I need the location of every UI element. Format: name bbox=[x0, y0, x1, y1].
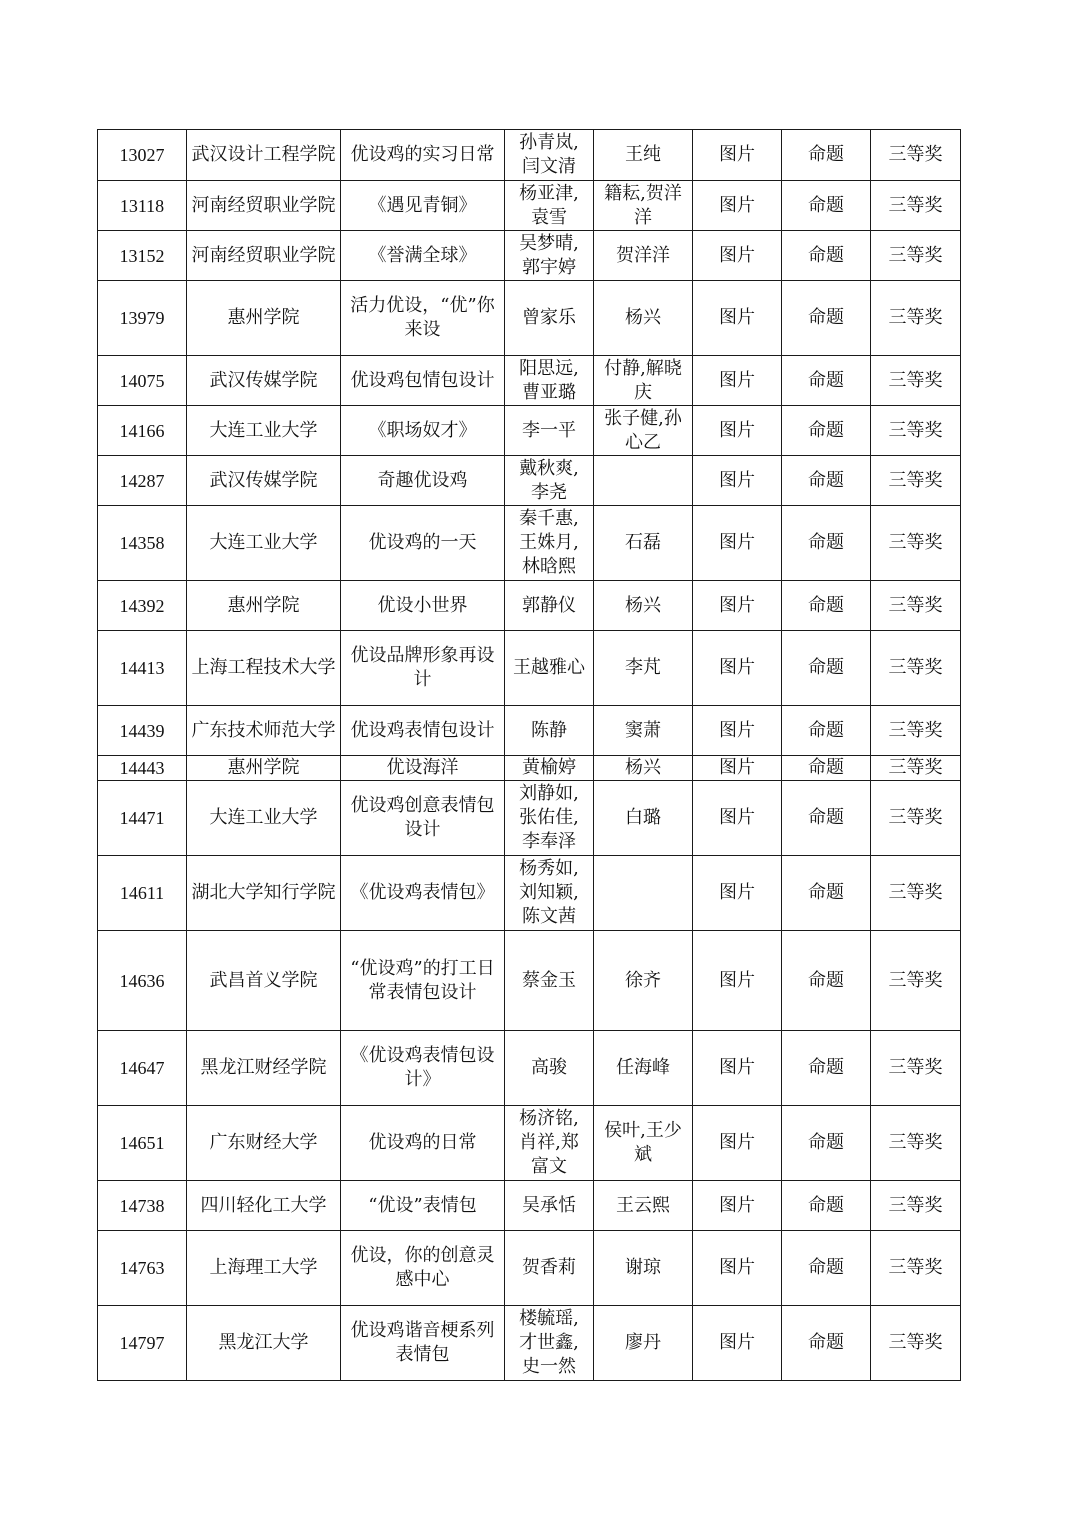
cell-type: 图片 bbox=[693, 356, 782, 406]
cell-category: 命题 bbox=[782, 1106, 871, 1181]
cell-category: 命题 bbox=[782, 856, 871, 931]
cell-authors: 楼毓瑶, 才世鑫, 史一然 bbox=[505, 1306, 594, 1381]
cell-category: 命题 bbox=[782, 781, 871, 856]
cell-award: 三等奖 bbox=[871, 1181, 961, 1231]
cell-advisor: 任海峰 bbox=[594, 1031, 693, 1106]
cell-title: 《优设鸡表情包》 bbox=[341, 856, 505, 931]
cell-type: 图片 bbox=[693, 1181, 782, 1231]
cell-type: 图片 bbox=[693, 406, 782, 456]
cell-advisor: 杨兴 bbox=[594, 281, 693, 356]
cell-award: 三等奖 bbox=[871, 231, 961, 281]
cell-advisor bbox=[594, 856, 693, 931]
cell-award: 三等奖 bbox=[871, 706, 961, 756]
cell-award: 三等奖 bbox=[871, 756, 961, 781]
cell-title: 优设鸡的一天 bbox=[341, 506, 505, 581]
cell-authors: 蔡金玉 bbox=[505, 931, 594, 1031]
cell-authors: 杨秀如, 刘知颖, 陈文茜 bbox=[505, 856, 594, 931]
cell-title: 《优设鸡表情包设计》 bbox=[341, 1031, 505, 1106]
table-row bbox=[98, 706, 961, 756]
table-row bbox=[98, 231, 961, 281]
cell-award: 三等奖 bbox=[871, 856, 961, 931]
cell-category: 命题 bbox=[782, 931, 871, 1031]
table-row bbox=[98, 781, 961, 856]
cell-authors: 秦千惠, 王姝月, 林晗熙 bbox=[505, 506, 594, 581]
table-row bbox=[98, 631, 961, 706]
cell-id: 13152 bbox=[98, 231, 187, 281]
cell-category: 命题 bbox=[782, 1306, 871, 1381]
cell-school: 广东技术师范大学 bbox=[187, 706, 341, 756]
cell-authors: 黄榆婷 bbox=[505, 756, 594, 781]
cell-title: 优设品牌形象再设计 bbox=[341, 631, 505, 706]
cell-authors: 孙青岚, 闫文清 bbox=[505, 130, 594, 181]
cell-id: 14738 bbox=[98, 1181, 187, 1231]
cell-id: 14651 bbox=[98, 1106, 187, 1181]
cell-advisor: 徐齐 bbox=[594, 931, 693, 1031]
cell-authors: 李一平 bbox=[505, 406, 594, 456]
cell-school: 惠州学院 bbox=[187, 581, 341, 631]
cell-id: 14611 bbox=[98, 856, 187, 931]
cell-school: 河南经贸职业学院 bbox=[187, 231, 341, 281]
cell-school: 惠州学院 bbox=[187, 756, 341, 781]
cell-id: 14413 bbox=[98, 631, 187, 706]
cell-id: 14358 bbox=[98, 506, 187, 581]
cell-award: 三等奖 bbox=[871, 1231, 961, 1306]
cell-title: “优设鸡”的打工日常表情包设计 bbox=[341, 931, 505, 1031]
cell-title: 优设海洋 bbox=[341, 756, 505, 781]
cell-school: 河南经贸职业学院 bbox=[187, 181, 341, 231]
table-row bbox=[98, 1306, 961, 1381]
cell-award: 三等奖 bbox=[871, 456, 961, 506]
cell-title: 优设小世界 bbox=[341, 581, 505, 631]
cell-advisor: 杨兴 bbox=[594, 756, 693, 781]
cell-award: 三等奖 bbox=[871, 281, 961, 356]
cell-category: 命题 bbox=[782, 130, 871, 181]
cell-authors: 陈静 bbox=[505, 706, 594, 756]
cell-category: 命题 bbox=[782, 1181, 871, 1231]
cell-award: 三等奖 bbox=[871, 781, 961, 856]
cell-category: 命题 bbox=[782, 406, 871, 456]
cell-advisor: 谢琼 bbox=[594, 1231, 693, 1306]
cell-id: 14636 bbox=[98, 931, 187, 1031]
cell-type: 图片 bbox=[693, 931, 782, 1031]
cell-id: 13979 bbox=[98, 281, 187, 356]
cell-category: 命题 bbox=[782, 456, 871, 506]
cell-school: 四川轻化工大学 bbox=[187, 1181, 341, 1231]
cell-id: 14166 bbox=[98, 406, 187, 456]
cell-school: 广东财经大学 bbox=[187, 1106, 341, 1181]
cell-id: 14075 bbox=[98, 356, 187, 406]
cell-school: 大连工业大学 bbox=[187, 506, 341, 581]
cell-advisor: 窦萧 bbox=[594, 706, 693, 756]
cell-advisor: 侯叶,王少斌 bbox=[594, 1106, 693, 1181]
award-table bbox=[97, 129, 961, 1381]
cell-type: 图片 bbox=[693, 706, 782, 756]
cell-id: 14763 bbox=[98, 1231, 187, 1306]
cell-award: 三等奖 bbox=[871, 1031, 961, 1106]
table-row bbox=[98, 856, 961, 931]
cell-advisor bbox=[594, 456, 693, 506]
cell-category: 命题 bbox=[782, 1031, 871, 1106]
cell-title: 优设鸡的日常 bbox=[341, 1106, 505, 1181]
cell-authors: 曾家乐 bbox=[505, 281, 594, 356]
cell-school: 武汉设计工程学院 bbox=[187, 130, 341, 181]
cell-school: 湖北大学知行学院 bbox=[187, 856, 341, 931]
table-row bbox=[98, 1031, 961, 1106]
cell-advisor: 贺洋洋 bbox=[594, 231, 693, 281]
cell-authors: 吴承恬 bbox=[505, 1181, 594, 1231]
table-row bbox=[98, 406, 961, 456]
cell-type: 图片 bbox=[693, 756, 782, 781]
cell-category: 命题 bbox=[782, 506, 871, 581]
cell-category: 命题 bbox=[782, 281, 871, 356]
cell-type: 图片 bbox=[693, 1231, 782, 1306]
cell-id: 14471 bbox=[98, 781, 187, 856]
cell-type: 图片 bbox=[693, 856, 782, 931]
cell-id: 13027 bbox=[98, 130, 187, 181]
table-row bbox=[98, 356, 961, 406]
cell-type: 图片 bbox=[693, 281, 782, 356]
cell-school: 黑龙江大学 bbox=[187, 1306, 341, 1381]
cell-authors: 刘静如, 张佑佳, 李奉泽 bbox=[505, 781, 594, 856]
cell-school: 武汉传媒学院 bbox=[187, 356, 341, 406]
cell-id: 14647 bbox=[98, 1031, 187, 1106]
cell-authors: 阳思远, 曹亚璐 bbox=[505, 356, 594, 406]
cell-category: 命题 bbox=[782, 181, 871, 231]
cell-award: 三等奖 bbox=[871, 506, 961, 581]
cell-id: 14439 bbox=[98, 706, 187, 756]
cell-authors: 王越雅心 bbox=[505, 631, 594, 706]
cell-award: 三等奖 bbox=[871, 1306, 961, 1381]
cell-authors: 杨亚津, 袁雪 bbox=[505, 181, 594, 231]
cell-advisor: 廖丹 bbox=[594, 1306, 693, 1381]
cell-school: 黑龙江财经学院 bbox=[187, 1031, 341, 1106]
cell-type: 图片 bbox=[693, 456, 782, 506]
cell-category: 命题 bbox=[782, 706, 871, 756]
cell-school: 武昌首义学院 bbox=[187, 931, 341, 1031]
cell-school: 惠州学院 bbox=[187, 281, 341, 356]
cell-category: 命题 bbox=[782, 756, 871, 781]
cell-title: 优设，你的创意灵感中心 bbox=[341, 1231, 505, 1306]
cell-category: 命题 bbox=[782, 231, 871, 281]
cell-title: 活力优设，“优”你来设 bbox=[341, 281, 505, 356]
cell-category: 命题 bbox=[782, 631, 871, 706]
table-row bbox=[98, 931, 961, 1031]
cell-award: 三等奖 bbox=[871, 631, 961, 706]
cell-type: 图片 bbox=[693, 581, 782, 631]
cell-advisor: 籍耘,贺洋洋 bbox=[594, 181, 693, 231]
cell-advisor: 付静,解晓庆 bbox=[594, 356, 693, 406]
cell-type: 图片 bbox=[693, 130, 782, 181]
cell-type: 图片 bbox=[693, 231, 782, 281]
cell-school: 大连工业大学 bbox=[187, 781, 341, 856]
cell-id: 14443 bbox=[98, 756, 187, 781]
cell-advisor: 白璐 bbox=[594, 781, 693, 856]
cell-type: 图片 bbox=[693, 631, 782, 706]
cell-id: 14287 bbox=[98, 456, 187, 506]
cell-type: 图片 bbox=[693, 1306, 782, 1381]
cell-title: 优设鸡的实习日常 bbox=[341, 130, 505, 181]
cell-award: 三等奖 bbox=[871, 581, 961, 631]
table-row bbox=[98, 281, 961, 356]
cell-title: 《誉满全球》 bbox=[341, 231, 505, 281]
table-row bbox=[98, 756, 961, 781]
cell-title: 优设鸡包情包设计 bbox=[341, 356, 505, 406]
cell-title: “优设”表情包 bbox=[341, 1181, 505, 1231]
cell-authors: 高骏 bbox=[505, 1031, 594, 1106]
table-row bbox=[98, 1231, 961, 1306]
cell-authors: 吴梦晴, 郭宇婷 bbox=[505, 231, 594, 281]
table-row bbox=[98, 1106, 961, 1181]
cell-id: 14392 bbox=[98, 581, 187, 631]
cell-advisor: 张子健,孙心乙 bbox=[594, 406, 693, 456]
cell-advisor: 李芃 bbox=[594, 631, 693, 706]
cell-type: 图片 bbox=[693, 1106, 782, 1181]
cell-title: 优设鸡表情包设计 bbox=[341, 706, 505, 756]
cell-advisor: 王云熙 bbox=[594, 1181, 693, 1231]
cell-advisor: 杨兴 bbox=[594, 581, 693, 631]
cell-id: 14797 bbox=[98, 1306, 187, 1381]
cell-advisor: 王纯 bbox=[594, 130, 693, 181]
cell-school: 上海理工大学 bbox=[187, 1231, 341, 1306]
cell-title: 奇趣优设鸡 bbox=[341, 456, 505, 506]
table-row bbox=[98, 456, 961, 506]
cell-award: 三等奖 bbox=[871, 130, 961, 181]
table-row bbox=[98, 181, 961, 231]
cell-authors: 郭静仪 bbox=[505, 581, 594, 631]
cell-award: 三等奖 bbox=[871, 1106, 961, 1181]
cell-award: 三等奖 bbox=[871, 406, 961, 456]
cell-type: 图片 bbox=[693, 781, 782, 856]
cell-title: 《遇见青铜》 bbox=[341, 181, 505, 231]
cell-award: 三等奖 bbox=[871, 356, 961, 406]
table-row bbox=[98, 506, 961, 581]
table-row bbox=[98, 130, 961, 181]
table-body bbox=[98, 130, 961, 1381]
cell-type: 图片 bbox=[693, 506, 782, 581]
cell-id: 13118 bbox=[98, 181, 187, 231]
cell-authors: 贺香莉 bbox=[505, 1231, 594, 1306]
cell-category: 命题 bbox=[782, 1231, 871, 1306]
cell-school: 上海工程技术大学 bbox=[187, 631, 341, 706]
cell-award: 三等奖 bbox=[871, 181, 961, 231]
table-row bbox=[98, 581, 961, 631]
cell-category: 命题 bbox=[782, 356, 871, 406]
cell-school: 大连工业大学 bbox=[187, 406, 341, 456]
cell-authors: 杨济铭, 肖祥,郑 富文 bbox=[505, 1106, 594, 1181]
cell-title: 优设鸡创意表情包设计 bbox=[341, 781, 505, 856]
cell-type: 图片 bbox=[693, 1031, 782, 1106]
table-row bbox=[98, 1181, 961, 1231]
cell-award: 三等奖 bbox=[871, 931, 961, 1031]
cell-advisor: 石磊 bbox=[594, 506, 693, 581]
cell-school: 武汉传媒学院 bbox=[187, 456, 341, 506]
cell-authors: 戴秋爽, 李尧 bbox=[505, 456, 594, 506]
cell-title: 《职场奴才》 bbox=[341, 406, 505, 456]
cell-type: 图片 bbox=[693, 181, 782, 231]
cell-title: 优设鸡谐音梗系列表情包 bbox=[341, 1306, 505, 1381]
cell-category: 命题 bbox=[782, 581, 871, 631]
